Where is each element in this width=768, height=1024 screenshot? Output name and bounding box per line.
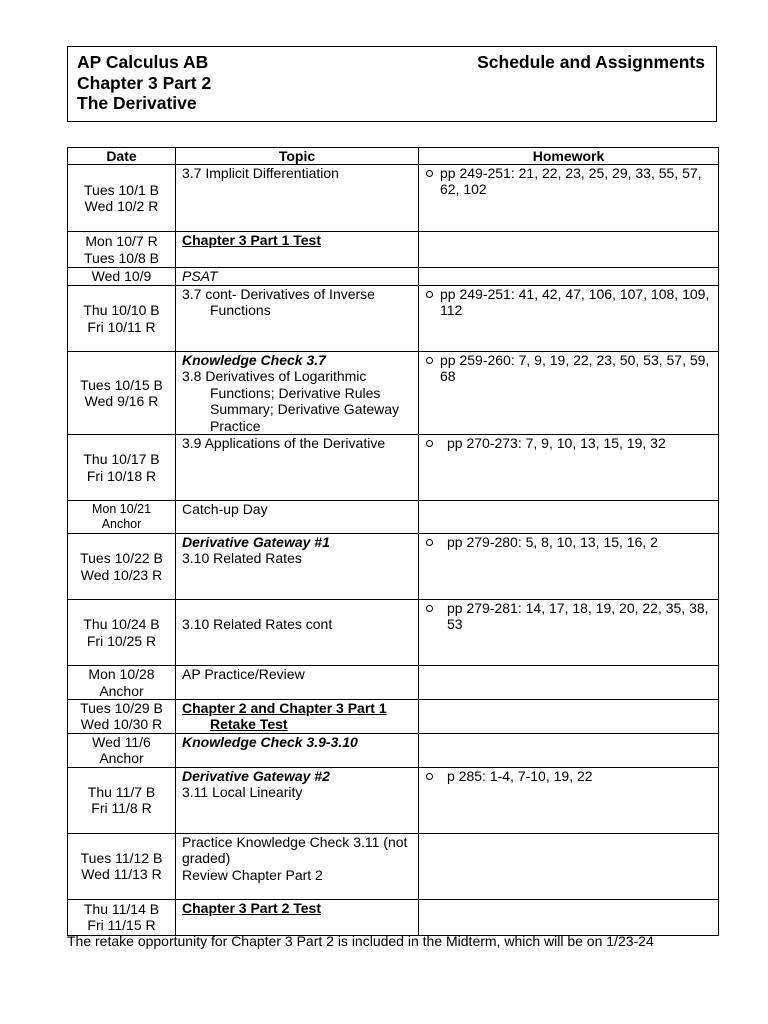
assessment-title: Chapter 3 Part 2 Test	[182, 899, 322, 916]
bullet-icon	[426, 605, 433, 612]
date-line: Fri 10/11 R	[87, 318, 156, 335]
homework-cell	[419, 700, 719, 734]
assessment-title: Knowledge Check 3.7	[182, 352, 326, 368]
homework-cell	[419, 767, 719, 833]
assessment-title: Derivative Gateway #1	[182, 534, 330, 551]
schedule-row	[68, 899, 719, 935]
assessment-title: Knowledge Check 3.9-3.10	[182, 733, 358, 750]
date-cell	[68, 600, 176, 666]
assessment-title: Chapter 3 Part 1 Test	[182, 232, 322, 248]
date-line: Tues 10/15 B	[80, 376, 163, 393]
schedule-row	[68, 165, 719, 232]
topic-cell	[176, 268, 419, 286]
date-line: Tues 10/29 B	[80, 700, 163, 717]
assessment-title: Chapter 2 and Chapter 3 Part 1 Retake Test	[182, 700, 387, 733]
homework-item	[419, 286, 714, 319]
homework-text: pp 270-273: 7, 9, 10, 13, 15, 19, 32	[447, 435, 666, 452]
homework-cell	[419, 435, 719, 501]
topic-cell	[176, 165, 419, 232]
homework-cell	[419, 534, 719, 600]
schedule-row	[68, 666, 719, 700]
unit-title: The Derivative	[77, 93, 197, 113]
schedule-row	[68, 232, 719, 268]
topic-cell	[176, 700, 419, 734]
bullet-icon	[426, 539, 433, 546]
schedule-row	[68, 286, 719, 352]
date-cell	[68, 767, 176, 833]
schedule-table	[67, 147, 719, 936]
homework-cell	[419, 352, 719, 435]
topic-cell	[176, 899, 419, 935]
schedule-row	[68, 435, 719, 501]
date-line: Wed 11/13 R	[81, 866, 162, 883]
schedule-row	[68, 833, 719, 899]
schedule-row	[68, 352, 719, 435]
homework-cell	[419, 165, 719, 232]
topic-line: PSAT	[182, 268, 218, 284]
column-header-topic: Topic	[176, 148, 419, 165]
schedule-row	[68, 600, 719, 666]
bullet-icon	[426, 773, 433, 780]
homework-item	[419, 534, 714, 550]
homework-cell	[419, 733, 719, 767]
topic-cell	[176, 666, 419, 700]
date-cell	[68, 435, 176, 501]
date-line: Mon 10/28	[88, 666, 155, 683]
date-line: Thu 11/7 B	[87, 783, 156, 800]
date-line: Thu 10/17 B	[83, 451, 160, 468]
date-line: Mon 10/21	[91, 502, 152, 517]
bullet-icon	[426, 440, 433, 447]
column-header-date: Date	[68, 148, 176, 165]
homework-item	[419, 600, 714, 633]
schedule-row	[68, 268, 719, 286]
date-cell	[68, 666, 176, 700]
chapter-title: Chapter 3 Part 2	[77, 72, 212, 93]
document-title: Schedule and Assignments	[477, 52, 705, 72]
date-cell	[68, 165, 176, 232]
date-line: Mon 10/7 R	[85, 233, 158, 250]
topic-cell	[176, 833, 419, 899]
topic-cell	[176, 767, 419, 833]
topic-line: AP Practice/Review	[182, 666, 305, 683]
date-cell	[68, 352, 176, 435]
topic-line: 3.11 Local Linearity	[182, 784, 303, 801]
topic-cell	[176, 501, 419, 534]
homework-item	[419, 435, 714, 451]
date-cell	[68, 232, 176, 268]
date-line: Tues 10/8 B	[84, 249, 159, 266]
topic-line: Review Chapter Part 2	[182, 866, 323, 883]
date-cell	[68, 534, 176, 600]
date-line: Wed 10/9	[91, 268, 152, 285]
date-line: Thu 10/10 B	[83, 302, 160, 319]
date-cell	[68, 899, 176, 935]
topic-line: 3.7 Implicit Differentiation	[182, 165, 339, 181]
date-line: Wed 11/6	[92, 733, 151, 750]
homework-cell	[419, 833, 719, 899]
header-first-line	[77, 52, 705, 73]
schedule-row	[68, 534, 719, 600]
homework-text: pp 249-251: 41, 42, 47, 106, 107, 108, 109, 112	[440, 286, 710, 319]
topic-line: Catch-up Day	[182, 501, 268, 518]
date-cell	[68, 268, 176, 286]
topic-cell	[176, 232, 419, 268]
date-line: Thu 11/14 B	[83, 900, 160, 917]
homework-cell	[419, 232, 719, 268]
date-cell	[68, 700, 176, 734]
date-line: Fri 10/18 R	[86, 467, 157, 484]
date-cell	[68, 733, 176, 767]
homework-text: pp 279-281: 14, 17, 18, 19, 20, 22, 35, 38, 53	[447, 600, 709, 633]
date-line: Wed 10/2 R	[84, 198, 159, 214]
homework-text: pp 259-260: 7, 9, 19, 22, 23, 50, 53, 57, 59, 68	[440, 352, 710, 385]
assessment-title: Derivative Gateway #2	[182, 767, 330, 784]
homework-cell	[419, 268, 719, 286]
table-header-row	[68, 148, 719, 165]
homework-cell	[419, 899, 719, 935]
date-line: Tues 11/12 B	[80, 849, 163, 866]
schedule-row	[68, 501, 719, 534]
homework-cell	[419, 666, 719, 700]
date-line: Wed 9/16 R	[84, 393, 159, 410]
topic-cell	[176, 352, 419, 435]
topic-cell	[176, 435, 419, 501]
course-title: AP Calculus AB	[77, 52, 209, 72]
date-cell	[68, 833, 176, 899]
topic-line: 3.7 cont- Derivatives of Inverse Functions	[182, 286, 375, 319]
topic-cell	[176, 534, 419, 600]
topic-cell	[176, 733, 419, 767]
date-line: Thu 10/24 B	[83, 616, 160, 633]
date-line: Fri 10/25 R	[86, 632, 157, 649]
date-line: Anchor	[99, 682, 144, 699]
homework-text: pp 279-280: 5, 8, 10, 13, 15, 16, 2	[447, 534, 658, 551]
schedule-row	[68, 767, 719, 833]
topic-line: 3.10 Related Rates cont	[182, 616, 333, 633]
bullet-icon	[426, 357, 433, 364]
homework-text: pp 249-251: 21, 22, 23, 25, 29, 33, 55, 57, 62, 102	[440, 165, 702, 198]
date-line: Anchor	[99, 750, 144, 767]
homework-text: p 285: 1-4, 7-10, 19, 22	[447, 767, 593, 784]
homework-item	[419, 165, 714, 198]
schedule-row	[68, 700, 719, 734]
topic-cell	[176, 286, 419, 352]
topic-line: 3.9 Applications of the Derivative	[182, 435, 386, 452]
homework-cell	[419, 600, 719, 666]
topic-cell	[176, 600, 419, 666]
bullet-icon	[426, 170, 433, 177]
homework-item	[419, 768, 714, 784]
column-header-homework: Homework	[419, 148, 719, 165]
bullet-icon	[426, 291, 433, 298]
homework-cell	[419, 286, 719, 352]
date-line: Wed 10/30 R	[80, 716, 163, 733]
schedule-row	[68, 733, 719, 767]
homework-item	[419, 352, 714, 385]
date-line: Tues 10/22 B	[80, 550, 163, 567]
date-line: Fri 11/15 R	[87, 917, 156, 934]
date-cell	[68, 286, 176, 352]
topic-line: 3.8 Derivatives of Logarithmic Functions; Derivative Rules Summary; Derivative Gateway Practice	[182, 368, 400, 434]
date-line: Anchor	[101, 517, 142, 532]
date-line: Tues 10/1 B	[84, 181, 159, 198]
date-cell	[68, 501, 176, 534]
topic-line: Practice Knowledge Check 3.11 (not graded)	[182, 833, 408, 867]
date-line: Wed 10/23 R	[80, 566, 163, 583]
footer-note: The retake opportunity for Chapter 3 Part 2 is included in the Midterm, which will be on 1/23-24	[67, 933, 654, 949]
document-header	[67, 46, 717, 122]
homework-cell	[419, 501, 719, 534]
date-line: Fri 11/8 R	[91, 800, 152, 817]
topic-line: 3.10 Related Rates	[182, 550, 302, 567]
